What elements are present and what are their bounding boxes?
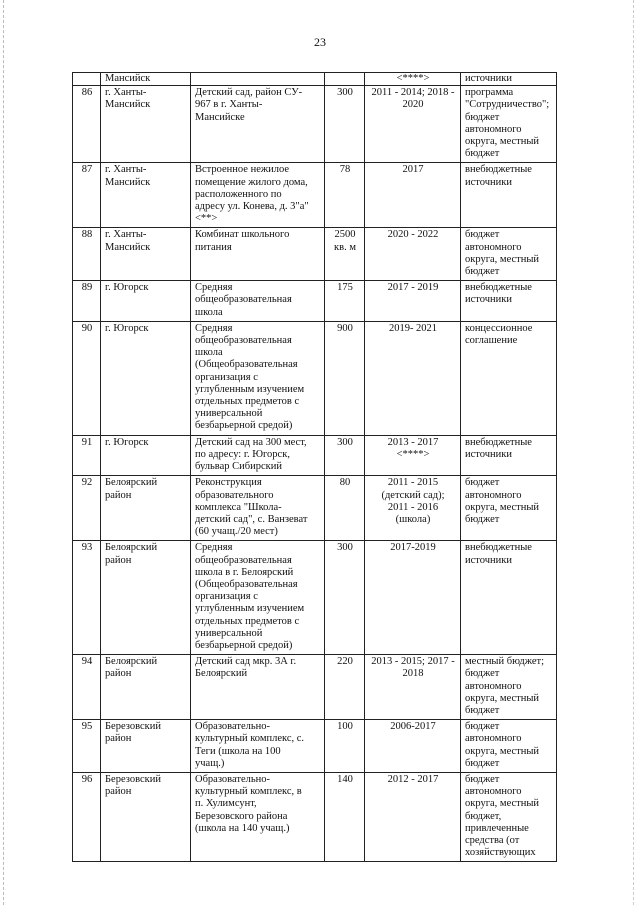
cell-capacity bbox=[325, 73, 365, 86]
cell-object: Образовательно- культурный комплекс, в п. Хулимсунт, Березовского района (школа на 140 учащ.) bbox=[191, 772, 325, 861]
cell-place: Березовский район bbox=[101, 720, 191, 773]
cell-object: Детский сад, район СУ- 967 в г. Ханты- Мансийске bbox=[191, 86, 325, 163]
cell-source: бюджет автономного округа, местный бюджет bbox=[461, 476, 557, 541]
cell-source: внебюджетные источники bbox=[461, 541, 557, 655]
cell-place: г. Ханты- Мансийск bbox=[101, 228, 191, 281]
cell-source: бюджет автономного округа, местный бюджет bbox=[461, 228, 557, 281]
cell-years: 2017 bbox=[365, 163, 461, 228]
table-row bbox=[73, 655, 557, 720]
cell-capacity: 78 bbox=[325, 163, 365, 228]
cell-num: 92 bbox=[73, 476, 101, 541]
cell-object: Средняя общеобразовательная школа в г. Белоярский (Общеобразовательная организация с углубленным изучением отдельных предметов с универсальной безбарьерной средой) bbox=[191, 541, 325, 655]
cell-num: 89 bbox=[73, 281, 101, 322]
cell-capacity: 100 bbox=[325, 720, 365, 773]
cell-source: внебюджетные источники bbox=[461, 435, 557, 476]
cell-years: 2011 - 2015 (детский сад); 2011 - 2016 (школа) bbox=[365, 476, 461, 541]
cell-object bbox=[191, 73, 325, 86]
cell-object: Образовательно- культурный комплекс, с. Теги (школа на 100 учащ.) bbox=[191, 720, 325, 773]
cell-capacity: 80 bbox=[325, 476, 365, 541]
scan-edge-left bbox=[3, 0, 5, 905]
cell-source: концессионное соглашение bbox=[461, 321, 557, 435]
cell-capacity: 140 bbox=[325, 772, 365, 861]
cell-object: Средняя общеобразовательная школа bbox=[191, 281, 325, 322]
table-row bbox=[73, 720, 557, 773]
cell-capacity: 2500 кв. м bbox=[325, 228, 365, 281]
cell-years: 2013 - 2015; 2017 - 2018 bbox=[365, 655, 461, 720]
table-row bbox=[73, 476, 557, 541]
table-row bbox=[73, 163, 557, 228]
cell-object: Реконструкция образовательного комплекса "Школа- детский сад", с. Ванзеват (60 учащ./20 мест) bbox=[191, 476, 325, 541]
cell-num: 94 bbox=[73, 655, 101, 720]
cell-place: Мансийск bbox=[101, 73, 191, 86]
cell-source: местный бюджет; бюджет автономного округа, местный бюджет bbox=[461, 655, 557, 720]
cell-object: Детский сад мкр. 3А г. Белоярский bbox=[191, 655, 325, 720]
cell-place: г. Югорск bbox=[101, 321, 191, 435]
cell-object: Комбинат школьного питания bbox=[191, 228, 325, 281]
cell-years: <****> bbox=[365, 73, 461, 86]
cell-num: 88 bbox=[73, 228, 101, 281]
objects-table-body bbox=[73, 73, 557, 862]
cell-place: г. Югорск bbox=[101, 281, 191, 322]
cell-capacity: 300 bbox=[325, 86, 365, 163]
cell-source: источники bbox=[461, 73, 557, 86]
table-row bbox=[73, 228, 557, 281]
cell-num bbox=[73, 73, 101, 86]
cell-place: Белоярский район bbox=[101, 655, 191, 720]
table-row bbox=[73, 281, 557, 322]
table-row bbox=[73, 321, 557, 435]
table-row bbox=[73, 541, 557, 655]
cell-num: 96 bbox=[73, 772, 101, 861]
cell-num: 93 bbox=[73, 541, 101, 655]
cell-source: бюджет автономного округа, местный бюджет, привлеченные средства (от хозяйствующих bbox=[461, 772, 557, 861]
cell-place: г. Ханты- Мансийск bbox=[101, 86, 191, 163]
cell-capacity: 900 bbox=[325, 321, 365, 435]
cell-object: Средняя общеобразовательная школа (Общеобразовательная организация с углубленным изучением отдельных предметов с универсальной безбарьерной средой) bbox=[191, 321, 325, 435]
table-row bbox=[73, 86, 557, 163]
cell-years: 2006-2017 bbox=[365, 720, 461, 773]
cell-num: 95 bbox=[73, 720, 101, 773]
scan-edge-right bbox=[633, 0, 635, 905]
cell-place: Белоярский район bbox=[101, 476, 191, 541]
cell-place: г. Югорск bbox=[101, 435, 191, 476]
cell-source: бюджет автономного округа, местный бюджет bbox=[461, 720, 557, 773]
cell-num: 87 bbox=[73, 163, 101, 228]
cell-capacity: 300 bbox=[325, 435, 365, 476]
cell-num: 90 bbox=[73, 321, 101, 435]
cell-years: 2019- 2021 bbox=[365, 321, 461, 435]
cell-years: 2017 - 2019 bbox=[365, 281, 461, 322]
cell-years: 2011 - 2014; 2018 - 2020 bbox=[365, 86, 461, 163]
cell-object: Детский сад на 300 мест, по адресу: г. Югорск, бульвар Сибирский bbox=[191, 435, 325, 476]
cell-source: программа "Сотрудничество"; бюджет автономного округа, местный бюджет bbox=[461, 86, 557, 163]
table-row bbox=[73, 435, 557, 476]
table-row bbox=[73, 772, 557, 861]
cell-years: 2012 - 2017 bbox=[365, 772, 461, 861]
cell-object: Встроенное нежилое помещение жилого дома, расположенного по адресу ул. Конева, д. 3"а" <**> bbox=[191, 163, 325, 228]
cell-capacity: 220 bbox=[325, 655, 365, 720]
page-number: 23 bbox=[314, 35, 326, 49]
table-row-continuation bbox=[73, 73, 557, 86]
cell-years: 2017-2019 bbox=[365, 541, 461, 655]
cell-source: внебюджетные источники bbox=[461, 163, 557, 228]
cell-source: внебюджетные источники bbox=[461, 281, 557, 322]
cell-years: 2013 - 2017 <****> bbox=[365, 435, 461, 476]
cell-num: 91 bbox=[73, 435, 101, 476]
cell-place: Березовский район bbox=[101, 772, 191, 861]
cell-place: г. Ханты- Мансийск bbox=[101, 163, 191, 228]
cell-capacity: 175 bbox=[325, 281, 365, 322]
cell-years: 2020 - 2022 bbox=[365, 228, 461, 281]
cell-capacity: 300 bbox=[325, 541, 365, 655]
cell-place: Белоярский район bbox=[101, 541, 191, 655]
objects-table bbox=[72, 72, 557, 862]
cell-num: 86 bbox=[73, 86, 101, 163]
